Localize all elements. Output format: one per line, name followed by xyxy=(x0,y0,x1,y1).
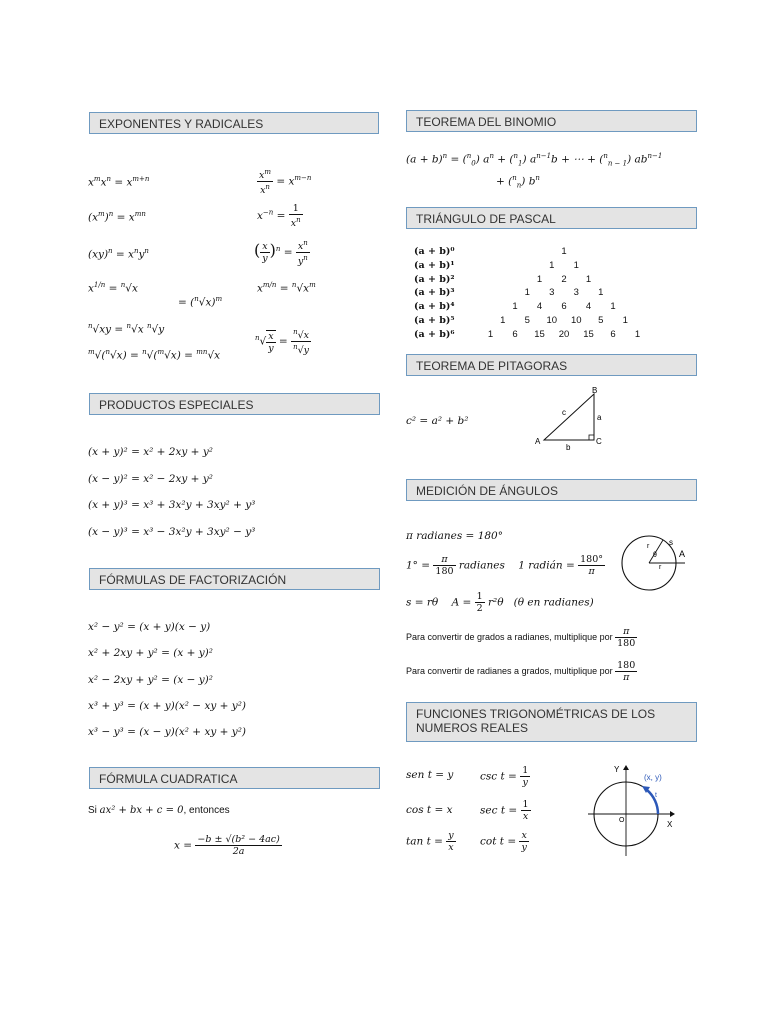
frac-180: 180 xyxy=(435,566,454,577)
label-Y: Y xyxy=(614,765,620,774)
pascal-number: 4 xyxy=(536,301,543,313)
producto-formula-3: (x + y)³ = x³ + 3x²y + 3xy² + y³ xyxy=(88,499,256,511)
frac-180deg: 180° xyxy=(580,554,604,565)
formula-degree-conversion xyxy=(406,554,605,577)
tan-den: x xyxy=(448,842,454,853)
formula-exp-2: $\frac{x^m}{x^n}$ = $x^{m-n}$ xyxy=(259,168,312,197)
label-X: X xyxy=(667,820,673,829)
convert-grados-radianes xyxy=(406,626,637,649)
cuad-den: 2a xyxy=(232,846,245,857)
pascal-number: 1 xyxy=(561,246,567,257)
pascal-row-label: (a + b)⁴ xyxy=(414,301,455,313)
label-b: b xyxy=(566,443,571,452)
formula-exp-9: = $(^n√x)^m$ xyxy=(178,295,223,309)
frac-pi: π xyxy=(433,554,455,566)
factorizacion-formula-2: x² + 2xy + y² = (x + y)² xyxy=(88,647,213,660)
formula-csc xyxy=(480,765,530,788)
pitagoras-triangle-diagram xyxy=(530,384,610,454)
pascal-number: 1 xyxy=(610,301,616,313)
formula-exp-3: $(x^m)^n = x^{mn}$ xyxy=(88,210,146,224)
header-funciones-line1: FUNCIONES TRIGONOMÉTRICAS DE LOS xyxy=(416,707,656,721)
deg-lhs: 1° = xyxy=(406,559,431,572)
factorizacion-formula-3: x² − 2xy + y² = (x − y)² xyxy=(88,673,213,686)
angle-circle-diagram xyxy=(615,530,695,594)
formula-binomio-1: $(a + b)^n = (^n_0)$ $a^n + (^n_1) a^{n-1}b$ + ⋯ + ($^n_{n - 1}$) $ab^{n-1}$ xyxy=(406,152,663,168)
formula-exp-8: $x^{m/n} = ^n√x^m$ xyxy=(257,281,316,295)
pascal-row-label: (a + b)¹ xyxy=(414,259,455,271)
header-cuadratica: FÓRMULA CUADRATICA xyxy=(89,767,380,789)
header-exponentes: EXPONENTES Y RADICALES xyxy=(89,112,379,134)
pascal-number: 2 xyxy=(561,273,567,285)
pascal-number: 1 xyxy=(512,301,518,313)
formula-arc-area xyxy=(406,591,594,614)
label-r-top: r xyxy=(647,543,650,550)
rad-lhs: 1 radián = xyxy=(518,559,575,572)
label-s: s xyxy=(669,538,673,547)
radianes-word: radianes xyxy=(458,559,505,572)
arc-lhs: s = rθ xyxy=(406,596,439,609)
conv2-pi: π xyxy=(623,672,630,683)
producto-formula-1: (x + y)² = x² + 2xy + y² xyxy=(88,446,213,458)
csc-den: y xyxy=(522,777,528,788)
pascal-number: 4 xyxy=(585,301,592,313)
pascal-number: 15 xyxy=(534,328,545,340)
csc-lhs: csc t = xyxy=(480,770,517,783)
pascal-number: 10 xyxy=(546,315,558,326)
pascal-number: 1 xyxy=(536,273,543,285)
header-pitagoras: TEOREMA DE PITAGORAS xyxy=(406,354,697,376)
label-C: C xyxy=(596,437,602,446)
formula-exp-10: $^n$√xy = $^n$√x $^n$√y xyxy=(88,322,165,336)
producto-formula-4: (x − y)³ = x³ − 3x²y + 3xy² − y³ xyxy=(88,525,256,538)
conv1-pi: π xyxy=(615,626,637,638)
formula-exp-7: $x^{1/n} = ^n√x$ xyxy=(88,281,138,295)
label-point-xy: (x, y) xyxy=(644,773,662,782)
formula-tan xyxy=(406,830,456,853)
conv2-180: 180 xyxy=(617,660,636,671)
formula-pitagoras: c² = a² + b² xyxy=(406,415,469,427)
formula-pi-radianes: π radianes = 180° xyxy=(406,530,503,542)
label-t: t xyxy=(655,792,657,799)
area-rhs: r²θ xyxy=(488,596,504,609)
cot-num: x xyxy=(519,830,528,842)
cuadratica-condition xyxy=(88,805,230,816)
pascal-number: 1 xyxy=(487,328,494,340)
pascal-number: 15 xyxy=(583,328,594,340)
label-a: a xyxy=(597,413,602,422)
label-c: c xyxy=(562,408,566,417)
producto-formula-2: (x − y)² = x² − 2xy + y² xyxy=(88,472,213,485)
cond-post: , entonces xyxy=(183,805,230,816)
cuad-lhs: x = xyxy=(174,839,193,852)
area-two: 2 xyxy=(476,603,483,614)
pascal-number: 3 xyxy=(549,287,555,299)
pascal-number: 1 xyxy=(524,287,530,299)
formula-binomio-2: + ($^n_n$) $b^n$ xyxy=(496,174,540,190)
cond-eq: ax² + bx + c = 0 xyxy=(99,805,184,816)
unit-circle-diagram xyxy=(584,760,684,860)
cot-lhs: cot t = xyxy=(480,835,517,848)
factorizacion-formula-4: x³ + y³ = (x + y)(x² − xy + y²) xyxy=(88,699,247,712)
pascal-number: 1 xyxy=(622,315,628,326)
formula-cos: cos t = x xyxy=(406,804,453,816)
formula-exp-5: $(xy)^n = x^ny^n$ xyxy=(88,247,149,261)
pascal-number: 5 xyxy=(524,315,530,326)
label-A: A xyxy=(535,437,541,446)
cuad-num: −b ± √(b² − 4ac) xyxy=(197,834,280,845)
area-one: 1 xyxy=(476,591,483,602)
convert2-text: Para convertir de radianes a grados, multiplique por xyxy=(406,665,613,676)
pascal-row-label: (a + b)⁰ xyxy=(414,246,455,257)
header-binomio: TEOREMA DEL BINOMIO xyxy=(406,110,697,132)
formula-exp-11: $^m$√($^n$√x) = $^n$√($^m$√x) = $^{mn}$√x xyxy=(88,348,221,362)
header-productos: PRODUCTOS ESPECIALES xyxy=(89,393,380,415)
pascal-number: 6 xyxy=(610,328,616,340)
formula-exp-12: $^n$√ $\frac{x}{y}$ = $\frac{^n√x}{^n√y}$ xyxy=(255,328,310,357)
cond-pre: Si xyxy=(88,805,100,816)
pascal-number: 1 xyxy=(549,259,555,271)
factorizacion-formula-5: x³ − y³ = (x − y)(x² + xy + y²) xyxy=(88,726,247,739)
tan-num: y xyxy=(448,830,454,841)
right-triangle xyxy=(544,394,594,440)
sec-num: 1 xyxy=(522,799,529,810)
pascal-number: 5 xyxy=(598,315,604,326)
formula-cuadratica xyxy=(174,834,282,857)
pascal-row-label: (a + b)⁵ xyxy=(414,315,455,326)
label-A-angle: A xyxy=(679,549,686,559)
label-r-bottom: r xyxy=(659,564,662,571)
convert1-text: Para convertir de grados a radianes, multiplique por xyxy=(406,631,613,642)
conv1-180: 180 xyxy=(617,638,636,649)
pascal-row-label: (a + b)⁶ xyxy=(414,328,455,340)
pascal-row-label: (a + b)² xyxy=(414,273,455,285)
frac-pi-den: π xyxy=(588,566,595,577)
factorizacion-formula-1: x² − y² = (x + y)(x − y) xyxy=(88,621,211,633)
right-angle-mark xyxy=(589,435,594,440)
header-funciones-line2: NUMEROS REALES xyxy=(416,721,529,735)
header-pascal: TRIÁNGULO DE PASCAL xyxy=(406,207,697,229)
pascal-number: 6 xyxy=(512,328,518,340)
formula-cot xyxy=(480,830,529,853)
x-axis-arrow xyxy=(670,811,675,817)
pascal-number: 1 xyxy=(585,273,592,285)
pascal-number: 3 xyxy=(573,287,579,299)
pascal-number: 10 xyxy=(570,315,582,326)
area-lhs: A = xyxy=(451,596,472,609)
header-funciones xyxy=(406,702,697,742)
sec-den: x xyxy=(522,811,529,822)
cot-den: y xyxy=(521,842,527,853)
pascal-number: 1 xyxy=(500,315,506,326)
pascal-number: 1 xyxy=(573,259,579,271)
y-axis-arrow xyxy=(623,765,629,770)
formula-exp-6: ( $\frac{x}{y}$ )$^n$ = $\frac{x^n}{y^n}$ xyxy=(254,239,308,268)
label-theta: θ xyxy=(653,552,657,559)
pascal-number: 1 xyxy=(634,328,641,340)
label-O: O xyxy=(619,817,625,824)
pascal-number: 1 xyxy=(598,287,604,299)
pascal-number: 20 xyxy=(558,328,570,340)
tan-lhs: tan t = xyxy=(406,835,443,848)
formula-exp-1: $x^mx^n = x^{m+n}$ xyxy=(88,175,150,189)
area-note: (θ en radianes) xyxy=(513,596,594,609)
formula-sen: sen t = y xyxy=(406,769,454,781)
formula-sec xyxy=(480,799,531,822)
header-medicion: MEDICIÓN DE ÁNGULOS xyxy=(406,479,697,501)
convert-radianes-grados xyxy=(406,660,637,683)
label-B: B xyxy=(592,386,598,395)
pascal-number: 6 xyxy=(561,301,567,313)
header-factorizacion: FÓRMULAS DE FACTORIZACIÓN xyxy=(89,568,380,590)
formula-exp-4: $x^{-n}$ = $\frac{1}{x^n}$ xyxy=(257,203,301,230)
csc-num: 1 xyxy=(522,765,529,776)
pascal-row-label: (a + b)³ xyxy=(414,287,455,299)
sec-lhs: sec t = xyxy=(480,804,518,817)
